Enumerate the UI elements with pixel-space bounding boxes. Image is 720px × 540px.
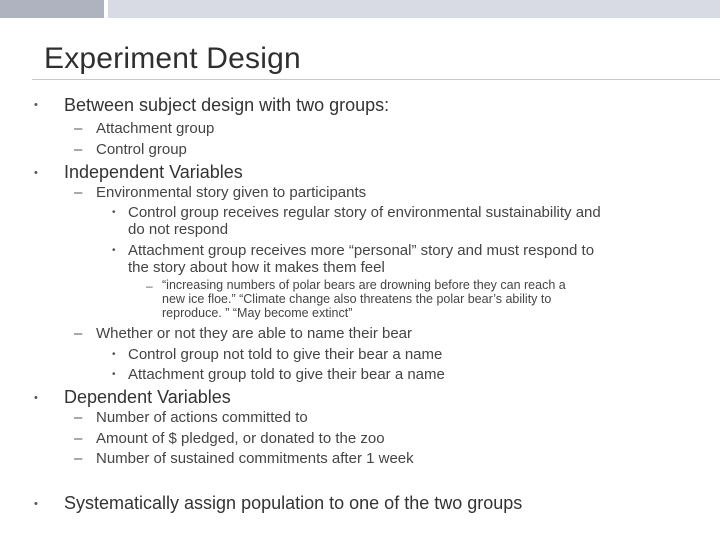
dash-marker: – bbox=[74, 325, 83, 342]
dash-marker: – bbox=[74, 141, 83, 158]
quote-line-1: “increasing numbers of polar bears are drowning before they can reach a bbox=[162, 278, 566, 292]
sub-amount-pledged: Amount of $ pledged, or donated to the zoo bbox=[96, 430, 385, 447]
dash-marker: – bbox=[74, 120, 83, 137]
header-bar-left bbox=[0, 0, 104, 18]
dash-marker: – bbox=[74, 450, 83, 467]
story-attachment-line-2: the story about how it makes them feel bbox=[128, 259, 385, 276]
sub-attachment-group: Attachment group bbox=[96, 120, 215, 137]
bullet-marker: • bbox=[112, 369, 116, 380]
header-bar-right bbox=[108, 0, 720, 18]
slide-title: Experiment Design bbox=[44, 42, 301, 75]
dash-marker: – bbox=[74, 184, 83, 201]
dash-marker: – bbox=[74, 409, 83, 426]
title-divider bbox=[32, 79, 720, 80]
bullet-independent-variables: Independent Variables bbox=[64, 162, 243, 182]
story-attachment-line-1: Attachment group receives more “personal” story and must respond to bbox=[128, 242, 595, 259]
bullet-marker: • bbox=[112, 245, 116, 256]
bullet-marker: • bbox=[112, 349, 116, 360]
bullet-systematically-assign: Systematically assign population to one of the two groups bbox=[64, 493, 523, 513]
bullet-marker: • bbox=[112, 207, 116, 218]
sub-sustained-commitments: Number of sustained commitments after 1 week bbox=[96, 450, 414, 467]
story-control-line-2: do not respond bbox=[128, 221, 229, 238]
sub-environmental-story: Environmental story given to participants bbox=[96, 184, 367, 201]
bullet-marker: • bbox=[34, 99, 38, 111]
sub-name-bear: Whether or not they are able to name their bear bbox=[96, 325, 413, 342]
bullet-dependent-variables: Dependent Variables bbox=[64, 387, 231, 407]
sub-control-group: Control group bbox=[96, 141, 187, 158]
sub-actions-committed: Number of actions committed to bbox=[96, 409, 308, 426]
story-control-line-1: Control group receives regular story of environmental sustainability and bbox=[128, 204, 601, 221]
name-attachment-group: Attachment group told to give their bear a name bbox=[128, 366, 445, 383]
bullet-marker: • bbox=[34, 498, 38, 510]
quote-line-2: new ice floe.” “Climate change also threatens the polar bear’s ability to bbox=[162, 292, 552, 306]
quote-line-3: reproduce. ” “May become extinct” bbox=[162, 306, 353, 320]
dash-marker: – bbox=[146, 279, 153, 293]
bullet-between-subject: Between subject design with two groups: bbox=[64, 95, 390, 115]
name-control-group: Control group not told to give their bear a name bbox=[128, 346, 443, 363]
bullet-marker: • bbox=[34, 167, 38, 179]
bullet-marker: • bbox=[34, 392, 38, 404]
dash-marker: – bbox=[74, 430, 83, 447]
